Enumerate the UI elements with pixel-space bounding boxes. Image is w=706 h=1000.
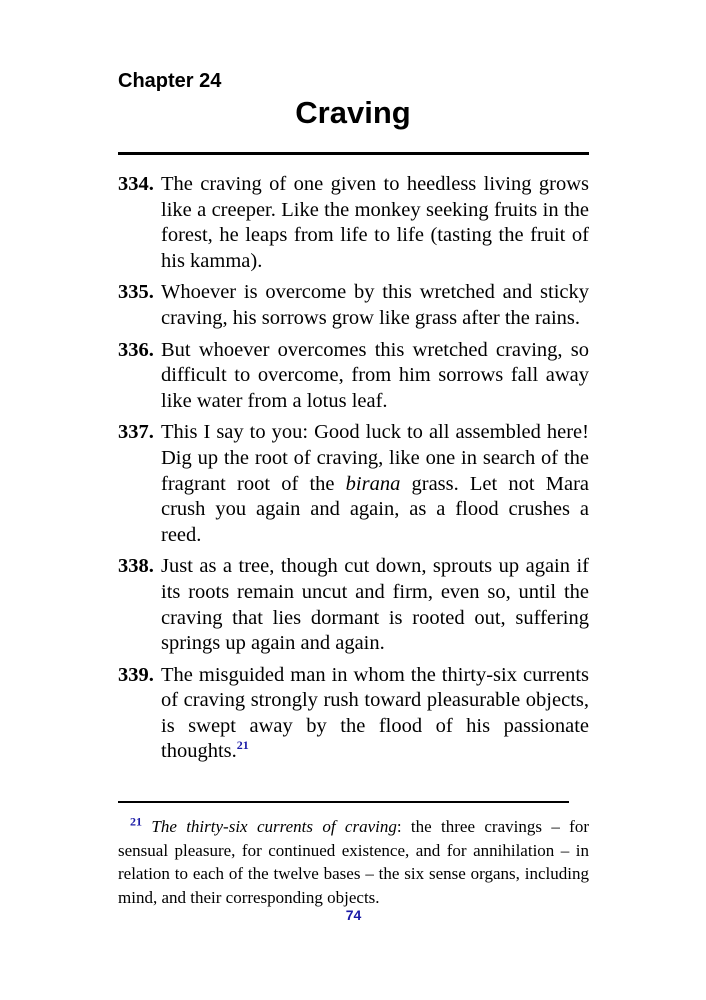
verse-335 <box>118 280 589 331</box>
verse-number: 338. <box>118 555 154 578</box>
verse-338 <box>118 554 589 656</box>
chapter-label: Chapter 24 <box>118 70 222 92</box>
chapter-title: Craving <box>295 95 411 130</box>
title-divider <box>118 152 589 155</box>
footnote <box>118 815 589 909</box>
page-number: 74 <box>345 907 362 923</box>
footnote-divider <box>118 801 569 803</box>
verse-text: Just as a tree, though cut down, sprouts up again if its roots remain uncut and firm, even so, until the craving that lies dormant is rooted out, suffering springs up again and again. <box>161 555 589 655</box>
verse-number: 334. <box>118 173 154 195</box>
verse-334 <box>118 172 589 274</box>
verse-text: But whoever overcomes this wretched craving, so difficult to overcome, from him sorrows fall away like water from a lotus leaf. <box>161 338 589 412</box>
verse-number: 336. <box>118 338 154 361</box>
verse-text: Whoever is overcome by this wretched and sticky craving, his sorrows grow like grass after the rains. <box>161 281 589 329</box>
footnote-text: : the three cravings – for sensual pleasure, for continued existence, and for annihilation – in relation to each of the twelve bases – the six sense organs, including mind, and their corresponding objects. <box>118 817 589 907</box>
footnote-reference-link[interactable]: 21 <box>236 738 249 753</box>
verse-text: The misguided man in whom the thirty-six currents of craving strongly rush toward pleasurable objects, is swept away by the flood of his passionate thoughts. <box>161 663 589 763</box>
verse-number: 335. <box>118 281 154 304</box>
verse-number: 339. <box>118 663 154 686</box>
verse-339 <box>118 663 589 765</box>
verse-list <box>118 172 589 771</box>
footnote-mark: 21 <box>130 814 142 829</box>
footnote-term: The thirty-six currents of craving <box>151 817 397 836</box>
verse-number: 337. <box>118 421 154 444</box>
verse-text-after: grass. Let not Mara crush you again and again, as a flood crushes a reed. <box>161 472 589 546</box>
verse-336 <box>118 338 589 415</box>
verse-text: The craving of one given to heedless living grows like a creeper. Like the monkey seeking fruits in the forest, he leaps from life to life (tasting the fruit of his kamma). <box>161 173 589 272</box>
verse-text-before: This I say to you: Good luck to all assembled here! Dig up the root of craving, like one in search of the fragrant root of the <box>161 421 589 495</box>
verse-337 <box>118 420 589 548</box>
verse-italic-term: birana <box>345 472 401 495</box>
